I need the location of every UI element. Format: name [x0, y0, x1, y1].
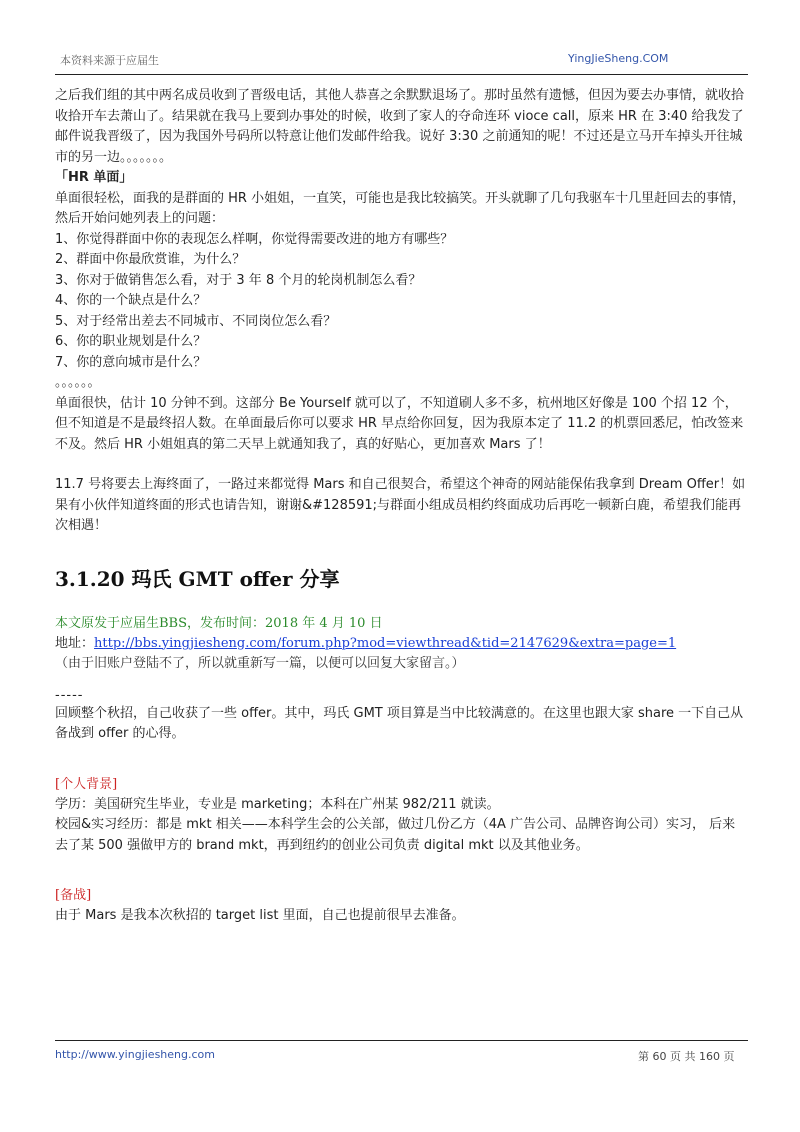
footer-divider: [55, 1040, 748, 1041]
section-paragraph-1: 回顾整个秋招，自己收获了一些 offer。其中，玛氏 GMT 项目算是当中比较满意的。在这里也跟大家 share 一下自己从备战到 offer 的心得。: [55, 705, 744, 741]
preparation-paragraph: 由于 Mars 是我本次秋招的 target list 里面，自己也提前很早去准备。: [55, 908, 465, 923]
preparation-heading: [备战]: [55, 888, 92, 903]
header-divider: [55, 74, 748, 75]
question-item: 3、你对于做销售怎么看，对于 3 年 8 个月的轮岗机制怎么看？: [55, 272, 422, 288]
hr-interview-heading: 「HR 单面」: [55, 170, 133, 185]
background-heading: [个人背景]: [55, 776, 118, 792]
page-content: [55, 86, 748, 927]
url-label: 地址：: [55, 635, 95, 651]
background-education: 学历：美国研究生毕业，专业是 marketing；本科在广州某 982/211 就读。: [55, 796, 500, 812]
repost-note: （由于旧账户登陆不了，所以就重新写一篇，以便可以回复大家留言。）: [55, 655, 465, 671]
question-item: 7、你的意向城市是什么？: [55, 354, 207, 370]
header-source-text: 本资料来源于应届生: [60, 54, 159, 67]
page-number: 第 60 页 共 160 页: [638, 1050, 735, 1063]
dash-separator: -----: [55, 687, 84, 703]
question-item: 6、你的职业规划是什么？: [55, 334, 207, 349]
intro-paragraph-4: 11.7 号将要去上海终面了，一路过来都觉得 Mars 和自己很契合，希望这个神奇的网站能保佑我拿到 Dream Offer！如果有小伙伴知道终面的形式也请告知，谢谢&#128591;与群面小组成员相约终面成功后再吃一顿新白鹿，希望我们能再次相遇！: [55, 477, 746, 533]
header-site-text: YingJieSheng.COM: [568, 52, 669, 65]
question-item: 2、群面中你最欣赏谁，为什么？: [55, 252, 246, 267]
intro-paragraph-1: 之后我们组的其中两名成员收到了晋级电话，其他人恭喜之余默默退场了。那时虽然有遗憾，但因为要去办事情，就收拾收拾开车去萧山了。结果就在我马上要到办事处的时候，收到了家人的夺命连环 vioce call，原来 HR 在 3:40 给我发了邮件说我晋级了，因为我国外号码所以特意让他们发邮件给我。说好 3:30 之前通知的呢！不过还是立马开车掉头开往城市的另一边。。。。。。。: [55, 88, 745, 165]
question-item: 1、你觉得群面中你的表现怎么样啊，你觉得需要改进的地方有哪些？: [55, 231, 454, 247]
ellipsis-dots: 。。。。。。: [55, 375, 101, 390]
intro-paragraph-3: 单面很快，估计 10 分钟不到。这部分 Be Yourself 就可以了，不知道刷人多不多，杭州地区好像是 100 个招 12 个，但不知道是不是最终招人数。在单面最后你可以要求 HR 早点给你回复，因为我原本定了 11.2 的机票回悉尼，怕改签来不及。然后 HR 小姐姐真的第二天早上就通知我了，真的好贴心，更加喜欢 Mars 了！: [55, 395, 744, 452]
question-item: 5、对于经常出差去不同城市、不同岗位怎么看？: [55, 313, 337, 329]
footer-url-text: http://www.yingjiesheng.com: [55, 1048, 215, 1061]
url-line: [55, 634, 748, 654]
background-experience: 校园&实习经历：都是 mkt 相关——本科学生会的公关部，做过几份乙方（4A 广告公司、品牌咨询公司）实习， 后来去了某 500 强做甲方的 brand mkt，再到纽约的创业公司负责 digital mkt 以及其他业务。: [55, 817, 736, 853]
source-line: 本文原发于应届生BBS，发布时间：2018 年 4 月 10 日: [55, 615, 383, 631]
question-item: 4、你的一个缺点是什么？: [55, 293, 207, 308]
section-title: 3.1.20 玛氏 GMT offer 分享: [55, 566, 340, 591]
intro-paragraph-2: 单面很轻松，面我的是群面的 HR 小姐姐，一直笑，可能也是我比较搞笑。开头就聊了几句我驱车十几里赶回去的事情，然后开始问她列表上的问题：: [55, 190, 746, 226]
thread-link[interactable]: http://bbs.yingjiesheng.com/forum.php?mod=viewthread&tid=2147629&extra=page=1: [94, 635, 677, 651]
